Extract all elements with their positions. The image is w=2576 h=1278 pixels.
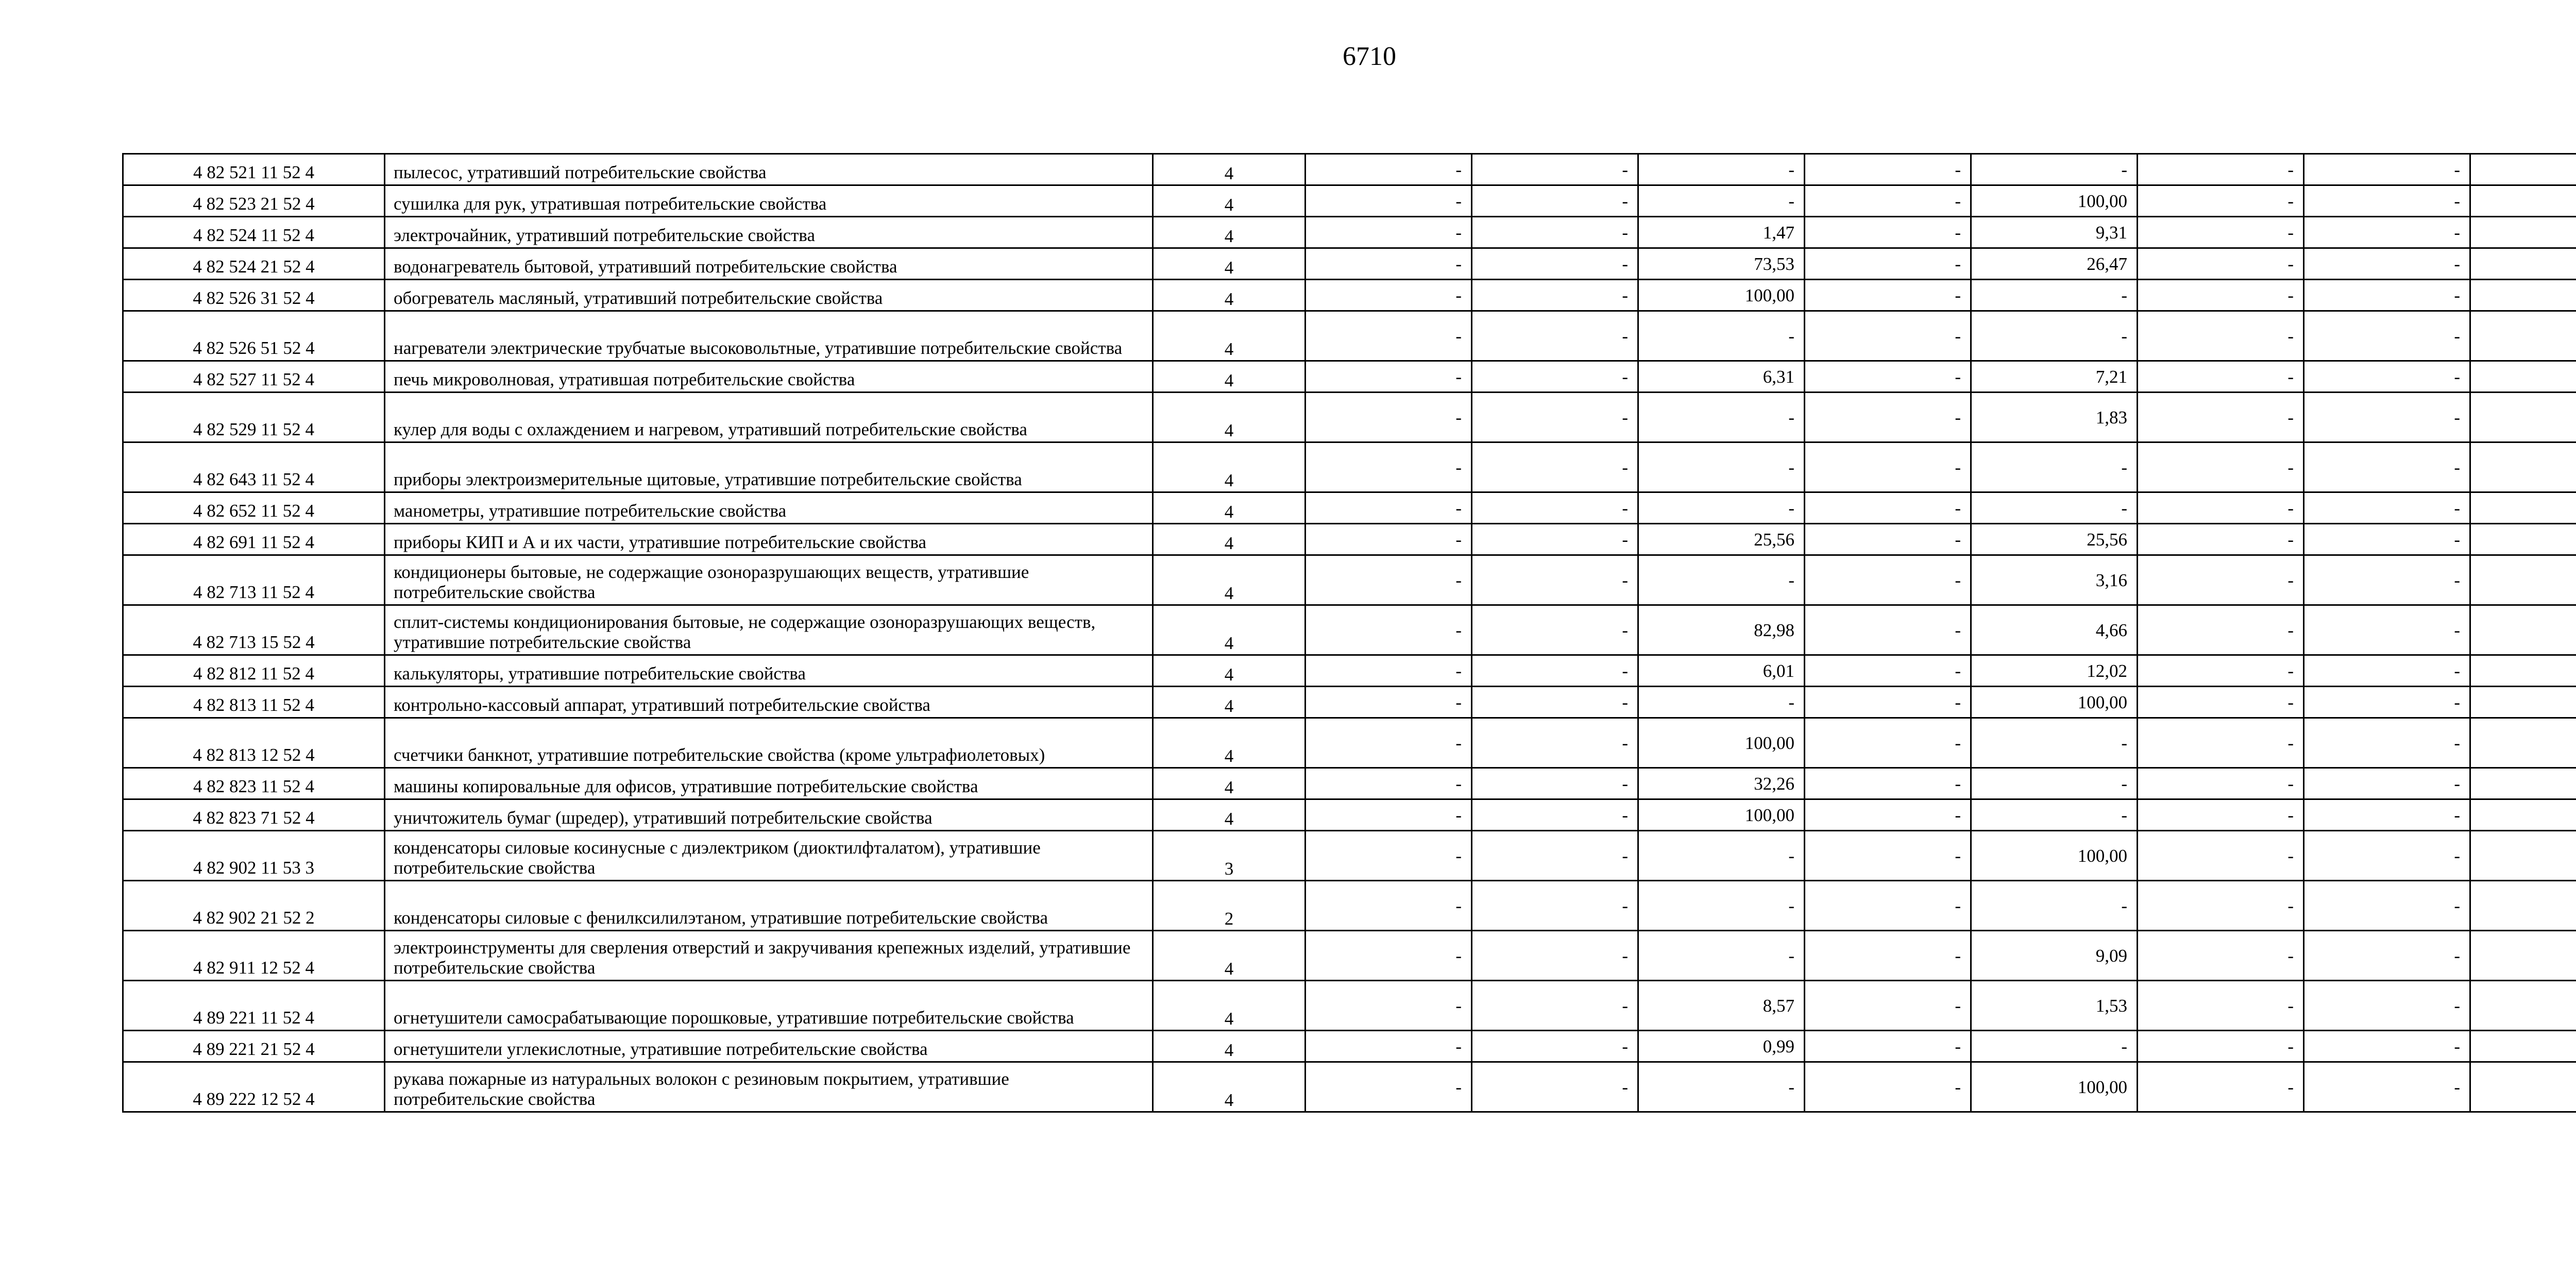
table-row xyxy=(123,931,2576,981)
waste-name-cell: приборы электроизмерительные щитовые, утратившие потребительские свойства xyxy=(385,442,1153,492)
value-cell: - xyxy=(2138,931,2304,981)
value-cell: - xyxy=(1306,1062,1472,1112)
waste-name-cell: пылесос, утративший потребительские свойства xyxy=(385,154,1153,185)
waste-code-cell: 4 82 521 11 52 4 xyxy=(123,154,385,185)
value-cell: - xyxy=(1306,881,1472,931)
waste-name-cell: электроинструменты для сверления отверстий и закручивания крепежных изделий, утратившие потребительские свойства xyxy=(385,931,1153,981)
table-row xyxy=(123,492,2576,524)
value-cell: - xyxy=(2138,185,2304,217)
value-cell: - xyxy=(1971,799,2138,831)
waste-code-cell: 4 82 823 11 52 4 xyxy=(123,768,385,799)
value-cell: 26,47 xyxy=(1971,248,2138,280)
value-cell: - xyxy=(1306,1031,1472,1062)
hazard-class-cell: 4 xyxy=(1153,154,1306,185)
value-cell xyxy=(2470,718,2576,768)
value-cell: - xyxy=(1805,280,1971,311)
value-cell: - xyxy=(2138,718,2304,768)
value-cell: - xyxy=(2138,492,2304,524)
hazard-class-cell: 4 xyxy=(1153,248,1306,280)
value-cell xyxy=(2470,881,2576,931)
value-cell: - xyxy=(2304,442,2470,492)
table-row xyxy=(123,217,2576,248)
value-cell: - xyxy=(1805,981,1971,1031)
value-cell xyxy=(2470,981,2576,1031)
value-cell xyxy=(2470,280,2576,311)
value-cell: - xyxy=(1638,555,1805,605)
waste-code-cell: 4 89 222 12 52 4 xyxy=(123,1062,385,1112)
waste-name-cell: электрочайник, утративший потребительские свойства xyxy=(385,217,1153,248)
table-row xyxy=(123,248,2576,280)
value-cell: - xyxy=(1306,981,1472,1031)
value-cell: - xyxy=(1306,154,1472,185)
waste-name-cell: нагреватели электрические трубчатые высоковольтные, утратившие потребительские свойства xyxy=(385,311,1153,361)
value-cell: - xyxy=(1805,442,1971,492)
waste-code-cell: 4 82 813 11 52 4 xyxy=(123,687,385,718)
waste-name-cell: конденсаторы силовые с фенилксилилэтаном, утратившие потребительские свойства xyxy=(385,881,1153,931)
value-cell: - xyxy=(1306,248,1472,280)
value-cell: - xyxy=(2304,154,2470,185)
waste-name-cell: водонагреватель бытовой, утративший потребительские свойства xyxy=(385,248,1153,280)
value-cell: - xyxy=(1971,280,2138,311)
waste-code-cell: 4 82 643 11 52 4 xyxy=(123,442,385,492)
value-cell: - xyxy=(1805,393,1971,442)
value-cell: - xyxy=(2304,248,2470,280)
value-cell: - xyxy=(1472,524,1638,555)
value-cell: - xyxy=(2138,154,2304,185)
hazard-class-cell: 4 xyxy=(1153,311,1306,361)
waste-name-cell: приборы КИП и А и их части, утратившие потребительские свойства xyxy=(385,524,1153,555)
value-cell: - xyxy=(1306,393,1472,442)
hazard-class-cell: 4 xyxy=(1153,687,1306,718)
waste-code-cell: 4 82 713 11 52 4 xyxy=(123,555,385,605)
value-cell: - xyxy=(2304,393,2470,442)
waste-name-cell: сушилка для рук, утратившая потребительские свойства xyxy=(385,185,1153,217)
value-cell xyxy=(2470,185,2576,217)
table-row xyxy=(123,687,2576,718)
value-cell: - xyxy=(1306,280,1472,311)
value-cell: - xyxy=(1306,442,1472,492)
value-cell: 7,21 xyxy=(1971,361,2138,393)
value-cell xyxy=(2470,524,2576,555)
value-cell: - xyxy=(2138,442,2304,492)
hazard-class-cell: 2 xyxy=(1153,881,1306,931)
value-cell: - xyxy=(2138,831,2304,881)
waste-name-cell: печь микроволновая, утратившая потребительские свойства xyxy=(385,361,1153,393)
value-cell: - xyxy=(1306,831,1472,881)
table-row xyxy=(123,555,2576,605)
value-cell xyxy=(2470,492,2576,524)
value-cell xyxy=(2470,655,2576,687)
value-cell: - xyxy=(2304,217,2470,248)
value-cell: - xyxy=(1472,492,1638,524)
value-cell xyxy=(2470,768,2576,799)
value-cell: - xyxy=(1306,799,1472,831)
value-cell: - xyxy=(1638,687,1805,718)
waste-code-cell: 4 82 812 11 52 4 xyxy=(123,655,385,687)
value-cell xyxy=(2470,217,2576,248)
hazard-class-cell: 4 xyxy=(1153,981,1306,1031)
waste-name-cell: машины копировальные для офисов, утратившие потребительские свойства xyxy=(385,768,1153,799)
value-cell: - xyxy=(1306,361,1472,393)
value-cell: - xyxy=(1805,1031,1971,1062)
value-cell: - xyxy=(2138,524,2304,555)
hazard-class-cell: 4 xyxy=(1153,768,1306,799)
value-cell: - xyxy=(1472,1062,1638,1112)
value-cell: - xyxy=(1805,524,1971,555)
value-cell: - xyxy=(2138,248,2304,280)
value-cell: - xyxy=(1805,217,1971,248)
value-cell: 6,31 xyxy=(1638,361,1805,393)
waste-name-cell: рукава пожарные из натуральных волокон с резиновым покрытием, утратившие потребительские свойства xyxy=(385,1062,1153,1112)
value-cell: 73,53 xyxy=(1638,248,1805,280)
value-cell: - xyxy=(2138,799,2304,831)
value-cell: - xyxy=(2304,655,2470,687)
value-cell: - xyxy=(1472,361,1638,393)
value-cell: - xyxy=(1805,718,1971,768)
hazard-class-cell: 4 xyxy=(1153,718,1306,768)
value-cell: - xyxy=(1638,1062,1805,1112)
table-row xyxy=(123,393,2576,442)
waste-code-cell: 4 82 529 11 52 4 xyxy=(123,393,385,442)
value-cell: 32,26 xyxy=(1638,768,1805,799)
value-cell: 100,00 xyxy=(1638,718,1805,768)
value-cell: - xyxy=(2304,361,2470,393)
value-cell: - xyxy=(1805,655,1971,687)
hazard-class-cell: 4 xyxy=(1153,1031,1306,1062)
hazard-class-cell: 4 xyxy=(1153,442,1306,492)
value-cell: - xyxy=(1472,442,1638,492)
value-cell xyxy=(2470,555,2576,605)
value-cell: 6,01 xyxy=(1638,655,1805,687)
waste-code-cell: 4 82 524 21 52 4 xyxy=(123,248,385,280)
value-cell: - xyxy=(1306,687,1472,718)
value-cell: - xyxy=(2138,1031,2304,1062)
value-cell xyxy=(2470,361,2576,393)
value-cell: - xyxy=(1472,393,1638,442)
value-cell: - xyxy=(1472,931,1638,981)
value-cell: - xyxy=(1638,492,1805,524)
value-cell: - xyxy=(1805,687,1971,718)
value-cell: 100,00 xyxy=(1971,1062,2138,1112)
value-cell: - xyxy=(1306,185,1472,217)
value-cell: - xyxy=(2304,555,2470,605)
hazard-class-cell: 3 xyxy=(1153,831,1306,881)
value-cell: - xyxy=(1306,655,1472,687)
waste-name-cell: обогреватель масляный, утративший потребительские свойства xyxy=(385,280,1153,311)
value-cell: 100,00 xyxy=(1971,687,2138,718)
value-cell: - xyxy=(1306,555,1472,605)
value-cell: - xyxy=(1472,154,1638,185)
table-row xyxy=(123,154,2576,185)
value-cell: - xyxy=(1306,768,1472,799)
waste-name-cell: огнетушители углекислотные, утратившие потребительские свойства xyxy=(385,1031,1153,1062)
table-body xyxy=(123,154,2576,1112)
value-cell: - xyxy=(1472,881,1638,931)
value-cell: - xyxy=(2138,655,2304,687)
waste-code-cell: 4 82 523 21 52 4 xyxy=(123,185,385,217)
value-cell: - xyxy=(1472,799,1638,831)
value-cell: 4,66 xyxy=(1971,605,2138,655)
value-cell: - xyxy=(1472,555,1638,605)
value-cell: - xyxy=(2304,280,2470,311)
value-cell: - xyxy=(2304,768,2470,799)
table-row xyxy=(123,311,2576,361)
value-cell xyxy=(2470,687,2576,718)
value-cell: - xyxy=(1472,605,1638,655)
value-cell: - xyxy=(1306,492,1472,524)
hazard-class-cell: 4 xyxy=(1153,655,1306,687)
value-cell: - xyxy=(1472,718,1638,768)
table-row xyxy=(123,981,2576,1031)
value-cell xyxy=(2470,154,2576,185)
waste-code-cell: 4 82 813 12 52 4 xyxy=(123,718,385,768)
value-cell: 12,02 xyxy=(1971,655,2138,687)
table-row xyxy=(123,605,2576,655)
value-cell: - xyxy=(2138,881,2304,931)
value-cell: - xyxy=(2138,280,2304,311)
table-row xyxy=(123,524,2576,555)
value-cell: - xyxy=(2138,1062,2304,1112)
value-cell xyxy=(2470,931,2576,981)
value-cell: - xyxy=(1971,311,2138,361)
value-cell: - xyxy=(1971,768,2138,799)
value-cell: - xyxy=(1306,524,1472,555)
hazard-class-cell: 4 xyxy=(1153,524,1306,555)
value-cell: 0,99 xyxy=(1638,1031,1805,1062)
hazard-class-cell: 4 xyxy=(1153,393,1306,442)
value-cell: 100,00 xyxy=(1971,185,2138,217)
value-cell: - xyxy=(1638,442,1805,492)
value-cell: - xyxy=(1805,248,1971,280)
value-cell: - xyxy=(1638,185,1805,217)
value-cell: - xyxy=(1805,605,1971,655)
hazard-class-cell: 4 xyxy=(1153,931,1306,981)
waste-name-cell: конденсаторы силовые косинусные с диэлектриком (диоктилфталатом), утратившие потребительские свойства xyxy=(385,831,1153,881)
value-cell: - xyxy=(1638,931,1805,981)
value-cell: - xyxy=(1805,555,1971,605)
hazard-class-cell: 4 xyxy=(1153,605,1306,655)
value-cell: - xyxy=(1472,1031,1638,1062)
table-row xyxy=(123,280,2576,311)
value-cell: - xyxy=(1971,154,2138,185)
value-cell: - xyxy=(1472,655,1638,687)
value-cell: - xyxy=(1971,881,2138,931)
waste-register-table xyxy=(122,153,2576,1113)
value-cell: - xyxy=(2304,687,2470,718)
value-cell: - xyxy=(1805,931,1971,981)
waste-name-cell: сплит-системы кондиционирования бытовые, не содержащие озоноразрушающих веществ, утратившие потребительские свойства xyxy=(385,605,1153,655)
hazard-class-cell: 4 xyxy=(1153,799,1306,831)
waste-code-cell: 4 82 902 11 53 3 xyxy=(123,831,385,881)
waste-code-cell: 4 82 526 31 52 4 xyxy=(123,280,385,311)
hazard-class-cell: 4 xyxy=(1153,555,1306,605)
waste-code-cell: 4 82 902 21 52 2 xyxy=(123,881,385,931)
value-cell: - xyxy=(1638,393,1805,442)
value-cell: 82,98 xyxy=(1638,605,1805,655)
value-cell: - xyxy=(2138,768,2304,799)
value-cell: - xyxy=(1805,881,1971,931)
waste-name-cell: манометры, утратившие потребительские свойства xyxy=(385,492,1153,524)
value-cell: - xyxy=(2138,311,2304,361)
waste-name-cell: кулер для воды с охлаждением и нагревом, утративший потребительские свойства xyxy=(385,393,1153,442)
value-cell: - xyxy=(2304,185,2470,217)
value-cell: - xyxy=(2304,605,2470,655)
value-cell: - xyxy=(1472,311,1638,361)
value-cell: - xyxy=(1472,248,1638,280)
hazard-class-cell: 4 xyxy=(1153,492,1306,524)
waste-code-cell: 4 82 823 71 52 4 xyxy=(123,799,385,831)
value-cell xyxy=(2470,442,2576,492)
value-cell xyxy=(2470,311,2576,361)
waste-code-cell: 4 82 652 11 52 4 xyxy=(123,492,385,524)
value-cell: - xyxy=(1638,311,1805,361)
value-cell: - xyxy=(1805,492,1971,524)
value-cell: - xyxy=(1638,831,1805,881)
value-cell: - xyxy=(2304,311,2470,361)
waste-code-cell: 4 89 221 11 52 4 xyxy=(123,981,385,1031)
hazard-class-cell: 4 xyxy=(1153,1062,1306,1112)
value-cell xyxy=(2470,1062,2576,1112)
table-row xyxy=(123,655,2576,687)
value-cell: - xyxy=(2138,217,2304,248)
value-cell: - xyxy=(2304,492,2470,524)
value-cell xyxy=(2470,605,2576,655)
table-row xyxy=(123,442,2576,492)
value-cell: - xyxy=(2138,605,2304,655)
value-cell: - xyxy=(1472,981,1638,1031)
value-cell: - xyxy=(2304,799,2470,831)
value-cell: 9,09 xyxy=(1971,931,2138,981)
value-cell: 100,00 xyxy=(1638,280,1805,311)
waste-name-cell: счетчики банкнот, утратившие потребительские свойства (кроме ультрафиолетовых) xyxy=(385,718,1153,768)
value-cell: - xyxy=(2304,981,2470,1031)
value-cell: - xyxy=(1971,442,2138,492)
value-cell: - xyxy=(2304,1062,2470,1112)
value-cell: - xyxy=(1805,154,1971,185)
value-cell xyxy=(2470,831,2576,881)
value-cell: 25,56 xyxy=(1971,524,2138,555)
value-cell xyxy=(2470,393,2576,442)
waste-code-cell: 4 82 526 51 52 4 xyxy=(123,311,385,361)
value-cell: - xyxy=(2304,718,2470,768)
value-cell: - xyxy=(1472,280,1638,311)
value-cell: - xyxy=(1638,154,1805,185)
value-cell: - xyxy=(1971,1031,2138,1062)
value-cell: - xyxy=(1805,311,1971,361)
waste-name-cell: контрольно-кассовый аппарат, утративший потребительские свойства xyxy=(385,687,1153,718)
value-cell: - xyxy=(1306,311,1472,361)
value-cell: 25,56 xyxy=(1638,524,1805,555)
value-cell: - xyxy=(2304,831,2470,881)
hazard-class-cell: 4 xyxy=(1153,185,1306,217)
hazard-class-cell: 4 xyxy=(1153,361,1306,393)
table-row xyxy=(123,361,2576,393)
value-cell: 100,00 xyxy=(1638,799,1805,831)
value-cell: 1,53 xyxy=(1971,981,2138,1031)
value-cell: - xyxy=(2304,881,2470,931)
value-cell: 100,00 xyxy=(1971,831,2138,881)
value-cell: - xyxy=(1472,217,1638,248)
value-cell: - xyxy=(2304,931,2470,981)
value-cell: - xyxy=(2138,687,2304,718)
hazard-class-cell: 4 xyxy=(1153,217,1306,248)
table-row xyxy=(123,718,2576,768)
value-cell: - xyxy=(2138,555,2304,605)
hazard-class-cell: 4 xyxy=(1153,280,1306,311)
value-cell: - xyxy=(1306,718,1472,768)
value-cell: - xyxy=(1805,185,1971,217)
waste-code-cell: 4 89 221 21 52 4 xyxy=(123,1031,385,1062)
value-cell: - xyxy=(2138,981,2304,1031)
value-cell: - xyxy=(1306,217,1472,248)
value-cell: - xyxy=(2138,361,2304,393)
table-row xyxy=(123,881,2576,931)
waste-code-cell: 4 82 691 11 52 4 xyxy=(123,524,385,555)
waste-name-cell: кондиционеры бытовые, не содержащие озоноразрушающих веществ, утратившие потребительские свойства xyxy=(385,555,1153,605)
value-cell: - xyxy=(2304,524,2470,555)
value-cell xyxy=(2470,248,2576,280)
value-cell: - xyxy=(1805,361,1971,393)
value-cell: - xyxy=(1472,687,1638,718)
value-cell: - xyxy=(1472,185,1638,217)
value-cell: - xyxy=(1306,605,1472,655)
value-cell: - xyxy=(1805,831,1971,881)
value-cell xyxy=(2470,799,2576,831)
table-row xyxy=(123,185,2576,217)
waste-name-cell: калькуляторы, утратившие потребительские свойства xyxy=(385,655,1153,687)
value-cell: - xyxy=(2304,1031,2470,1062)
value-cell: 9,31 xyxy=(1971,217,2138,248)
value-cell: - xyxy=(1638,881,1805,931)
value-cell: - xyxy=(1472,831,1638,881)
value-cell: - xyxy=(1306,931,1472,981)
waste-code-cell: 4 82 527 11 52 4 xyxy=(123,361,385,393)
table-row xyxy=(123,1062,2576,1112)
waste-name-cell: уничтожитель бумаг (шредер), утративший потребительские свойства xyxy=(385,799,1153,831)
waste-name-cell: огнетушители самосрабатывающие порошковые, утратившие потребительские свойства xyxy=(385,981,1153,1031)
value-cell: 1,47 xyxy=(1638,217,1805,248)
value-cell: - xyxy=(1472,768,1638,799)
value-cell: 8,57 xyxy=(1638,981,1805,1031)
waste-code-cell: 4 82 911 12 52 4 xyxy=(123,931,385,981)
table-row xyxy=(123,799,2576,831)
waste-code-cell: 4 82 524 11 52 4 xyxy=(123,217,385,248)
value-cell: - xyxy=(1971,492,2138,524)
waste-code-cell: 4 82 713 15 52 4 xyxy=(123,605,385,655)
value-cell xyxy=(2470,1031,2576,1062)
table-row xyxy=(123,1031,2576,1062)
value-cell: 1,83 xyxy=(1971,393,2138,442)
table-row xyxy=(123,768,2576,799)
value-cell: - xyxy=(1971,718,2138,768)
value-cell: - xyxy=(2138,393,2304,442)
value-cell: - xyxy=(1805,799,1971,831)
value-cell: - xyxy=(1805,768,1971,799)
page-number: 6710 xyxy=(1343,42,1396,71)
table-row xyxy=(123,831,2576,881)
value-cell: 3,16 xyxy=(1971,555,2138,605)
value-cell: - xyxy=(1805,1062,1971,1112)
